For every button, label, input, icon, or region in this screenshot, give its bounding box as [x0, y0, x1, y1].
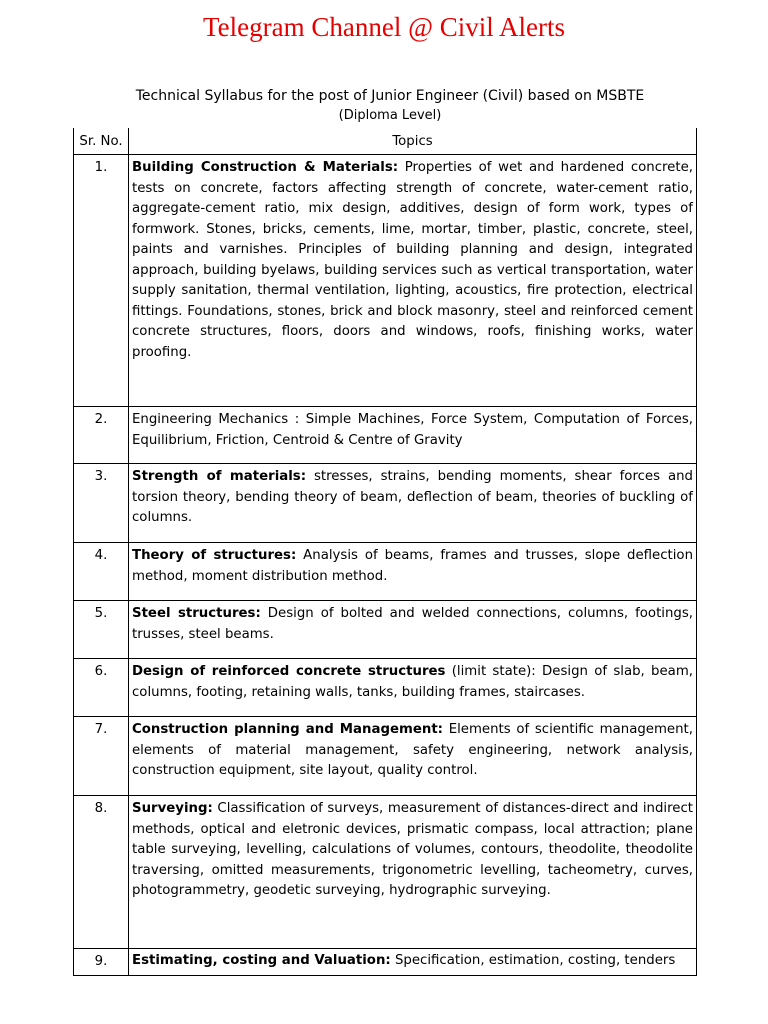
syllabus-table	[73, 128, 697, 976]
topic-heading: Steel structures:	[132, 606, 261, 621]
topic-heading: Strength of materials:	[132, 469, 307, 484]
row-topic	[129, 717, 697, 796]
document-subtitle: (Diploma Level)	[338, 108, 442, 123]
row-topic	[129, 659, 697, 717]
topic-heading: Construction planning and Management:	[132, 722, 443, 737]
table-row	[74, 155, 697, 407]
topic-text: stresses, strains, bending moments, shear forces and torsion theory, bending theory of beam, deflection of beam, theories of buckling of columns.	[132, 469, 693, 525]
header-sr-no: Sr. No.	[74, 128, 129, 155]
topic-text: Design of bolted and welded connections, columns, footings, trusses, steel beams.	[132, 606, 693, 642]
row-sr-no: 5.	[74, 601, 129, 659]
table-row	[74, 464, 697, 543]
row-topic	[129, 155, 697, 407]
row-topic	[129, 796, 697, 949]
row-sr-no: 4.	[74, 543, 129, 601]
topic-text: (limit state): Design of slab, beam, columns, footing, retaining walls, tanks, building frames, staircases.	[132, 664, 693, 700]
table-row	[74, 659, 697, 717]
row-sr-no: 9.	[74, 949, 129, 976]
table-row	[74, 543, 697, 601]
topic-text: Engineering Mechanics : Simple Machines, Force System, Computation of Forces, Equilibrium, Friction, Centroid & Centre of Gravity	[132, 412, 693, 448]
row-topic	[129, 949, 697, 976]
topic-text: Elements of scientific management, elements of material management, safety engineering, network analysis, construction equipment, site layout, quality control.	[132, 722, 693, 778]
table-header-row	[74, 128, 697, 155]
row-topic	[129, 543, 697, 601]
topic-heading: Design of reinforced concrete structures	[132, 664, 446, 679]
row-sr-no: 7.	[74, 717, 129, 796]
table-row	[74, 796, 697, 949]
topic-text: Classification of surveys, measurement of distances-direct and indirect methods, optical and eletronic devices, prismatic compass, local attraction; plane table surveying, levelling, calculations of volumes, contours, theodolite, theodolite traversing, omitted measurements, trigonometric levelling, tacheometry, curves, photogrammetry, geodetic surveying, hydrographic surveying.	[132, 801, 693, 898]
topic-heading: Theory of structures:	[132, 548, 297, 563]
row-topic	[129, 464, 697, 543]
topic-heading: Surveying:	[132, 801, 213, 816]
topic-text: Specification, estimation, costing, tenders	[390, 953, 676, 968]
row-sr-no: 1.	[74, 155, 129, 407]
table-row	[74, 407, 697, 464]
topic-heading: Estimating, costing and Valuation:	[132, 953, 391, 968]
topic-text: Analysis of beams, frames and trusses, slope deflection method, moment distribution method.	[132, 548, 693, 584]
row-sr-no: 2.	[74, 407, 129, 464]
row-sr-no: 6.	[74, 659, 129, 717]
telegram-banner: Telegram Channel @ Civil Alerts	[203, 12, 565, 42]
topic-heading: Building Construction & Materials:	[132, 160, 399, 175]
table-row	[74, 949, 697, 976]
table-row	[74, 601, 697, 659]
topic-text: Properties of wet and hardened concrete, tests on concrete, factors affecting strength of concrete, water-cement ratio, aggregate-cement ratio, mix design, additives, design of form work, types of formwork. Stones, bricks, cements, lime, mortar, timber, plastic, concrete, steel, paints and varnishes. Principles of building planning and design, integrated approach, building byelaws, building services such as vertical transportation, water supply sanitation, thermal ventilation, lighting, acoustics, fire protection, electrical fittings. Foundations, stones, brick and block masonry, steel and reinforced cement concrete structures, floors, doors and windows, roofs, finishing works, water proofing.	[132, 160, 693, 360]
table-row	[74, 717, 697, 796]
row-sr-no: 3.	[74, 464, 129, 543]
row-sr-no: 8.	[74, 796, 129, 949]
document-title: Technical Syllabus for the post of Junior Engineer (Civil) based on MSBTE	[135, 88, 645, 104]
row-topic	[129, 407, 697, 464]
header-topics: Topics	[129, 128, 697, 155]
row-topic	[129, 601, 697, 659]
